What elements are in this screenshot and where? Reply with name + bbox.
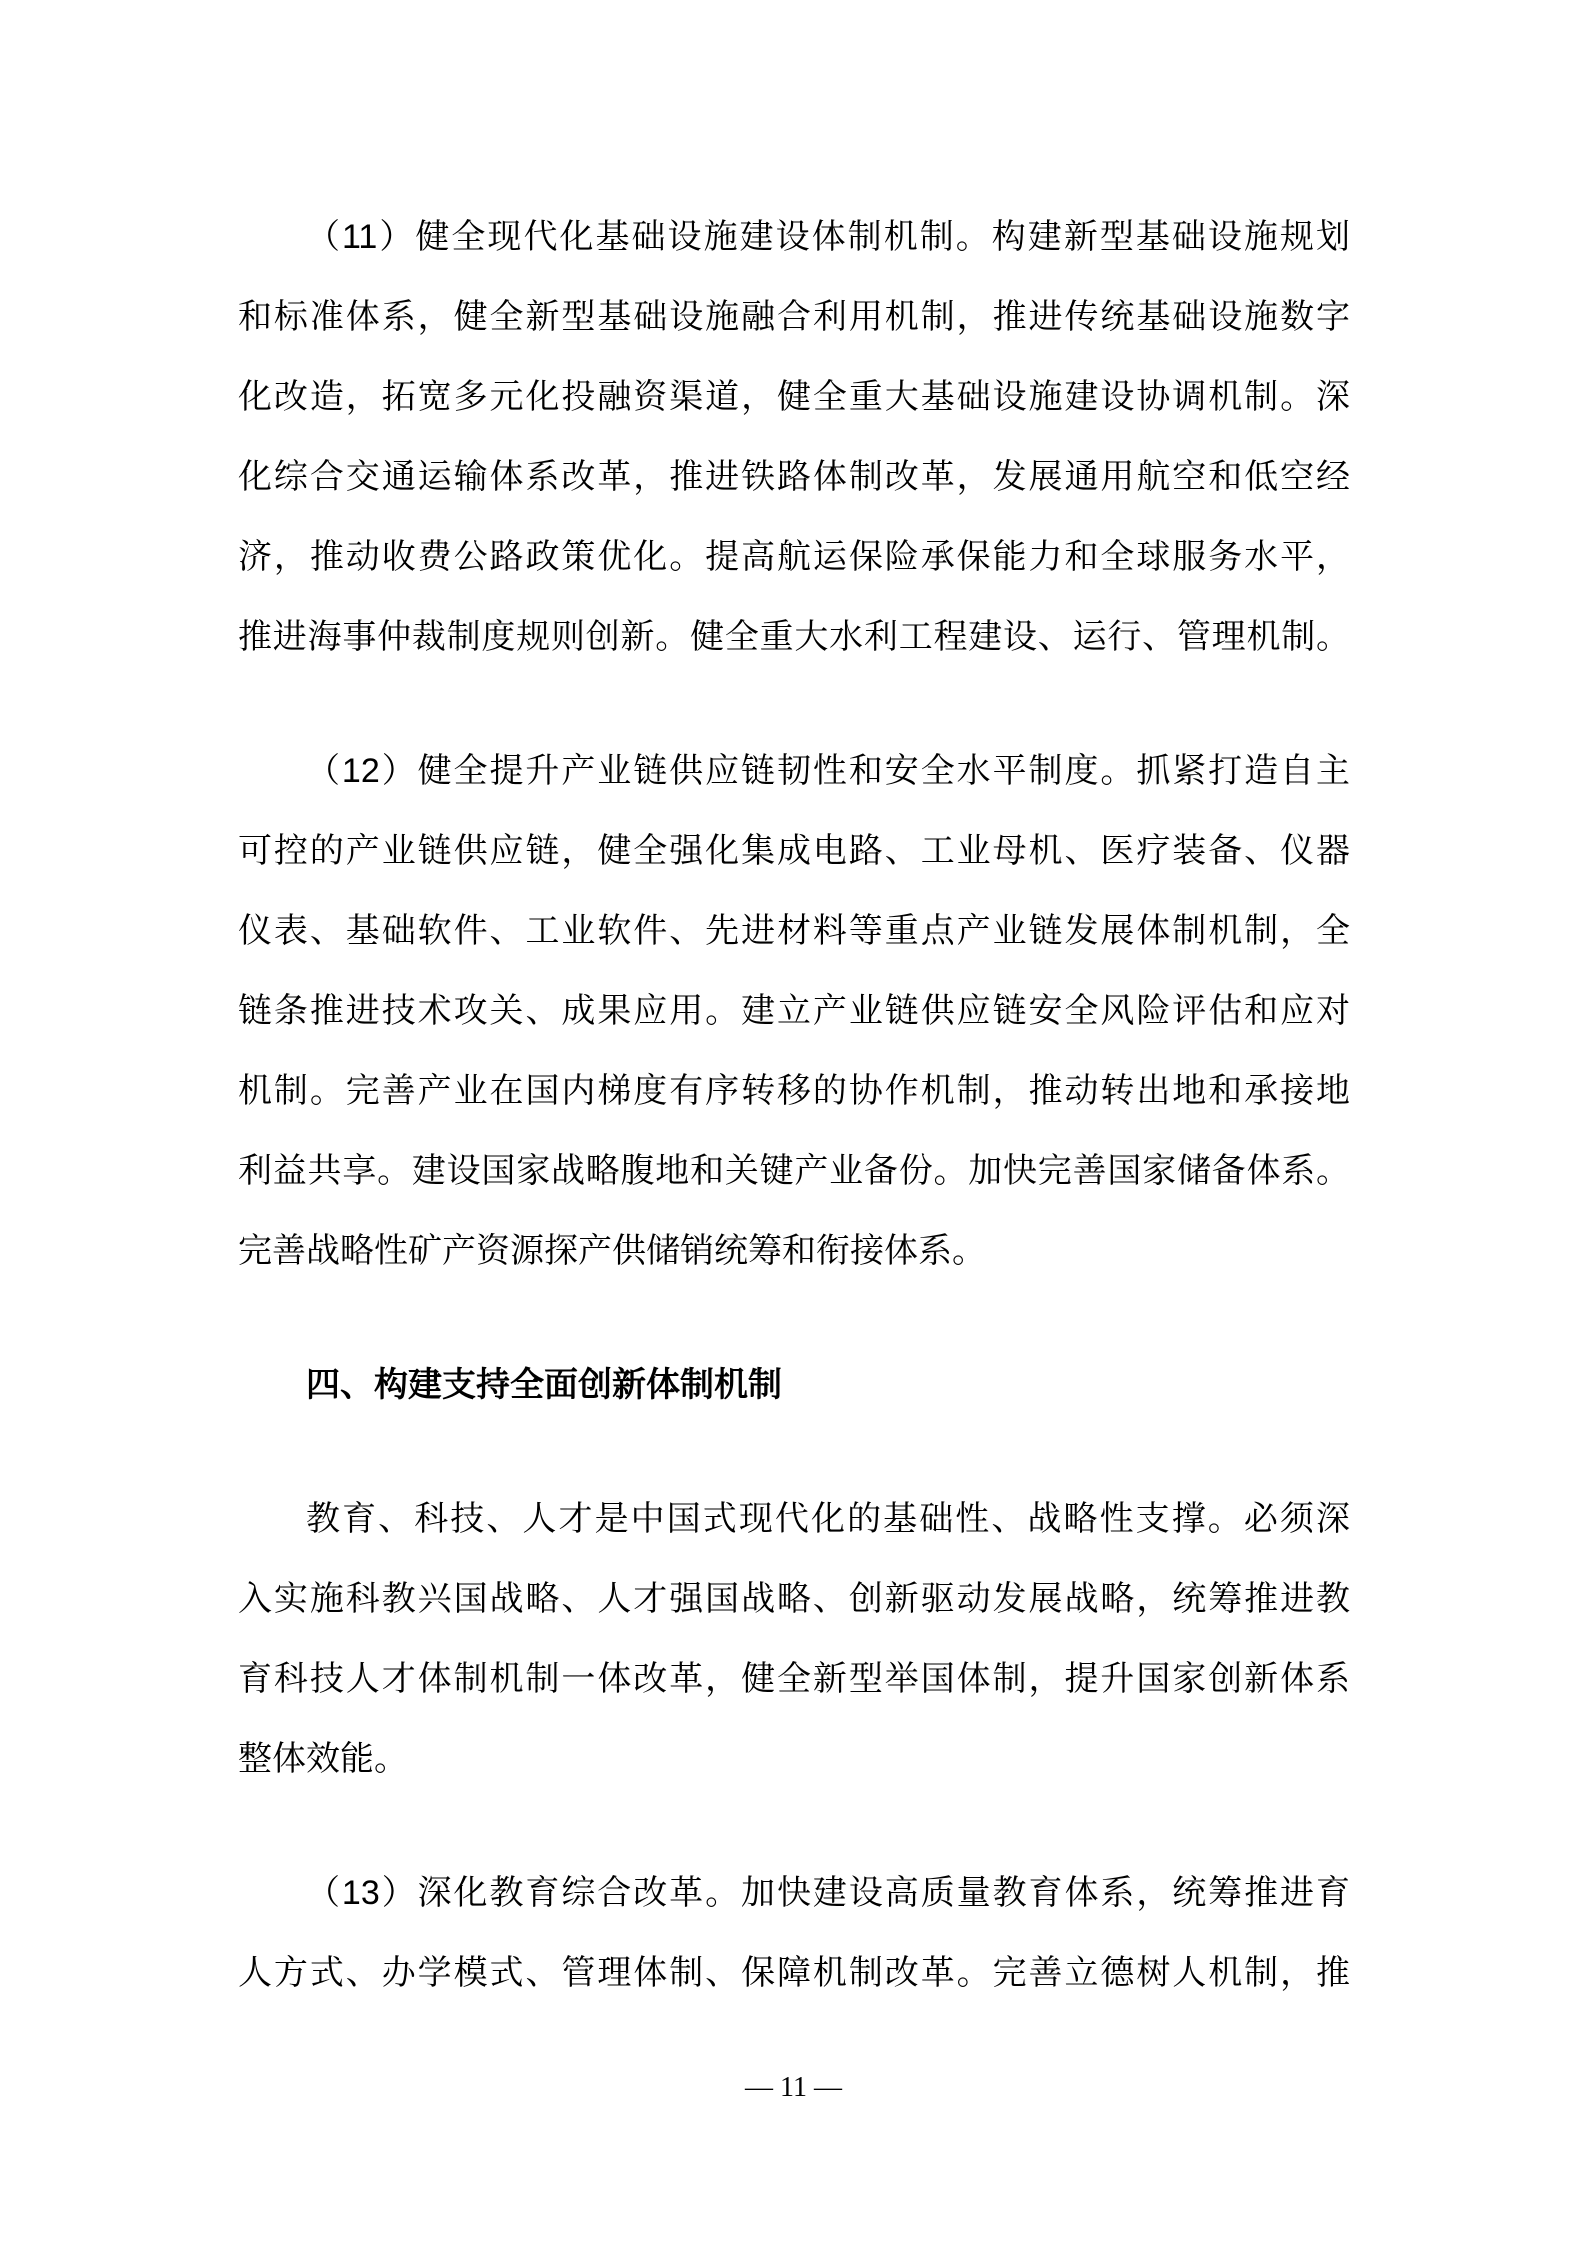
text-line: 化改造，拓宽多元化投融资渠道，健全重大基础设施建设协调机制。深 bbox=[238, 378, 1350, 416]
text-line: 济，推动收费公路政策优化。提高航运保险承保能力和全球服务水平， bbox=[238, 538, 1350, 576]
text-line: 育科技人才体制机制一体改革，健全新型举国体制，提升国家创新体系 bbox=[238, 1660, 1350, 1698]
text-line: 和标准体系，健全新型基础设施融合利用机制，推进传统基础设施数字 bbox=[238, 298, 1350, 336]
text-line: 化综合交通运输体系改革，推进铁路体制改革，发展通用航空和低空经 bbox=[238, 458, 1350, 496]
text-line: 入实施科教兴国战略、人才强国战略、创新驱动发展战略，统筹推进教 bbox=[238, 1580, 1350, 1618]
text-line: 完善战略性矿产资源探产供储销统筹和衔接体系。 bbox=[238, 1232, 986, 1270]
section-heading-text: 四、构建支持全面创新体制机制 bbox=[306, 1366, 782, 1404]
text-line: （12）健全提升产业链供应链韧性和安全水平制度。抓紧打造自主 bbox=[306, 752, 1350, 790]
item-11 bbox=[238, 197, 1350, 677]
text-line: （13）深化教育综合改革。加快建设高质量教育体系，统筹推进育 bbox=[306, 1874, 1350, 1912]
text-line: 可控的产业链供应链，健全强化集成电路、工业母机、医疗装备、仪器 bbox=[238, 832, 1350, 870]
item-13 bbox=[238, 1853, 1350, 2013]
text-line: 机制。完善产业在国内梯度有序转移的协作机制，推动转出地和承接地 bbox=[238, 1072, 1350, 1110]
section-4-heading bbox=[238, 1345, 1350, 1425]
item-12 bbox=[238, 731, 1350, 1291]
text-line: 人方式、办学模式、管理体制、保障机制改革。完善立德树人机制，推 bbox=[238, 1954, 1350, 1992]
section-4-intro bbox=[238, 1479, 1350, 1799]
text-line: 教育、科技、人才是中国式现代化的基础性、战略性支撑。必须深 bbox=[306, 1500, 1350, 1538]
text-line: 整体效能。 bbox=[238, 1740, 408, 1778]
document-body bbox=[238, 197, 1350, 2013]
text-line: （11）健全现代化基础设施建设体制机制。构建新型基础设施规划 bbox=[306, 218, 1350, 256]
text-line: 推进海事仲裁制度规则创新。健全重大水利工程建设、运行、管理机制。 bbox=[238, 618, 1350, 656]
text-line: 利益共享。建设国家战略腹地和关键产业备份。加快完善国家储备体系。 bbox=[238, 1152, 1350, 1190]
text-line: 仪表、基础软件、工业软件、先进材料等重点产业链发展体制机制，全 bbox=[238, 912, 1350, 950]
page-number: — 11 — bbox=[745, 2072, 842, 2103]
text-line: 链条推进技术攻关、成果应用。建立产业链供应链安全风险评估和应对 bbox=[238, 992, 1350, 1030]
